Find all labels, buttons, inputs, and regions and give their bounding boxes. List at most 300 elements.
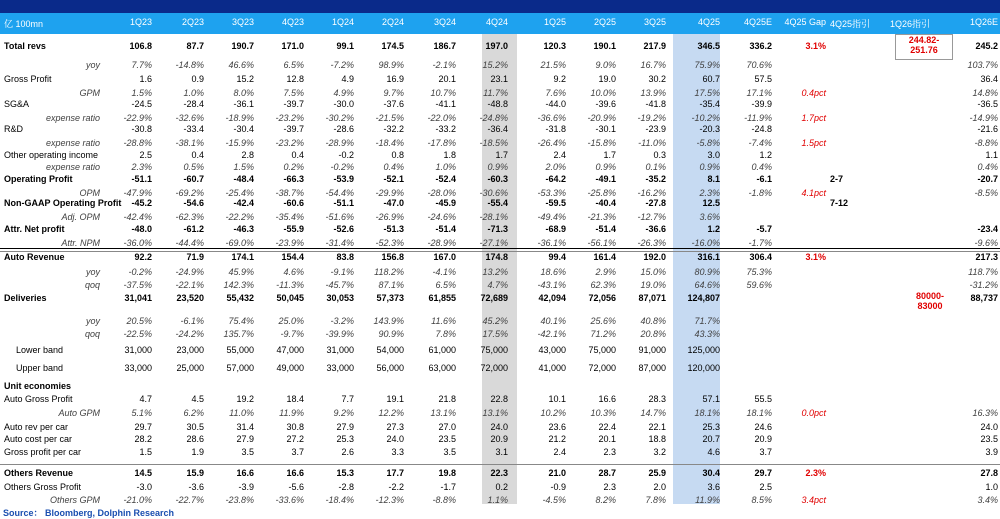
table-cell: 20.7 [702,434,720,444]
table-cell: -30.8 [131,124,152,134]
table-cell: 11.7% [483,88,508,98]
table-cell: -20.9% [587,113,616,123]
table-cell: -60.6 [283,198,304,208]
table-cell: 31,041 [124,293,152,303]
table-cell: 16.9 [386,74,404,84]
table-cell: 1.0 [985,482,998,492]
table-cell: -23.9% [275,238,304,248]
table-cell: -41.8 [645,99,666,109]
table-row [0,433,1000,447]
table-cell: 30.4 [702,468,720,478]
row-label: R&D [4,124,24,134]
table-cell: 16.3% [972,408,998,418]
table-cell: 33,000 [124,363,152,373]
table-cell: 4.9 [341,74,354,84]
table-cell: -28.8% [123,138,152,148]
table-cell: -30.0 [333,99,354,109]
table-cell: 0.4 [291,150,304,160]
table-cell: 120,000 [687,363,720,373]
table-cell: 30.8 [286,422,304,432]
table-cell: 17.1% [746,88,772,98]
table-cell: -36.4 [487,124,508,134]
table-cell: 135.7% [223,329,254,339]
table-cell: -21.5% [375,113,404,123]
column-header: 3Q24 [433,17,456,27]
table-cell: -35.4% [275,212,304,222]
table-cell: 8.0% [233,88,254,98]
table-cell: 13.1% [482,408,508,418]
table-cell: -44.0 [545,99,566,109]
table-cell: -36.6 [645,224,666,234]
table-cell: 40.1% [540,316,566,326]
table-cell: 99.4 [548,252,566,262]
table-cell: -51.4 [595,224,616,234]
table-cell: -32.6% [175,113,204,123]
table-cell: 10.0% [590,88,616,98]
table-cell: 87.7 [186,41,204,51]
table-cell: -37.5% [123,280,152,290]
table-cell: -18.4% [375,138,404,148]
table-row [0,380,1000,394]
row-label: qoq [84,280,100,290]
table-cell: -22.7% [175,495,204,505]
table-cell: 2.5 [139,150,152,160]
table-cell: 27.9 [336,422,354,432]
table-cell: -1.8% [748,188,772,198]
table-cell: -51.1 [131,174,152,184]
table-cell: 27.0 [438,422,456,432]
table-row [0,197,1000,211]
table-cell: 4.6% [283,267,304,277]
table-cell: 15.9 [186,468,204,478]
table-cell: -16.2% [637,188,666,198]
table-cell: -1.7% [748,238,772,248]
table-cell: 7.7 [341,394,354,404]
row-label: yoy [85,60,100,70]
table-cell: 24.0 [490,422,508,432]
table-cell: 11.6% [431,316,456,326]
table-cell: 0.1% [645,162,666,172]
row-label: qoq [84,329,100,339]
table-cell: -23.4 [977,224,998,234]
table-cell: -5.6 [288,482,304,492]
table-cell: 19.0 [598,74,616,84]
table-cell: -46.3 [233,224,254,234]
table-cell: 3.0 [707,150,720,160]
table-cell: 31,000 [124,345,152,355]
table-cell: 11.0% [229,408,254,418]
row-label: Auto Gross Profit [4,394,73,404]
table-cell: 18.6% [540,267,566,277]
table-cell: 4.6 [707,447,720,457]
table-cell: 71.2% [590,329,616,339]
row-label: expense ratio [45,138,100,148]
table-cell: -48.4 [233,174,254,184]
table-cell: -27.1% [479,238,508,248]
table-cell: 25.3 [702,422,720,432]
table-cell: 7.5% [283,88,304,98]
table-cell: -33.6% [275,495,304,505]
table-cell: 25.0% [278,316,304,326]
table-cell: 22.1 [648,422,666,432]
table-cell: -45.9 [435,198,456,208]
row-label: Deliveries [4,293,47,303]
row-label: Others Revenue [4,468,74,478]
table-cell: -37.6 [383,99,404,109]
table-cell: -9.6% [974,238,998,248]
table-cell: -2.8 [338,482,354,492]
table-cell: 3.2 [653,447,666,457]
table-cell: 25.3 [336,434,354,444]
table-cell: 80.9% [694,267,720,277]
table-cell: 7.8% [645,495,666,505]
table-cell: 92.2 [134,252,152,262]
table-cell: 245.2 [975,41,998,51]
column-header: 1Q25 [543,17,566,27]
table-row [0,467,1000,481]
table-cell: 14.8% [972,88,998,98]
table-cell: 45.2% [482,316,508,326]
table-cell: 36.4 [980,74,998,84]
table-cell: -60.7 [183,174,204,184]
table-cell: 13.1% [430,408,456,418]
table-cell: 62.3% [590,280,616,290]
row-label: Gross Profit [4,74,52,84]
table-cell: -39.9 [751,99,772,109]
table-cell: 1.2 [707,224,720,234]
table-cell: 24.0 [980,422,998,432]
table-cell: -22.9% [123,113,152,123]
table-cell: 2-7 [830,174,844,184]
table-cell: -0.2% [330,162,354,172]
table-row [0,407,1000,421]
table-cell: -20.7 [977,174,998,184]
table-cell: -16.0% [691,238,720,248]
table-row [0,362,1000,376]
column-header: 1Q26E [969,17,998,27]
table-cell: 120.3 [543,41,566,51]
table-cell: 57,373 [376,293,404,303]
table-cell: 12.2% [378,408,404,418]
table-row [0,40,1000,54]
table-cell: 30.2 [648,74,666,84]
table-cell: 41,000 [538,363,566,373]
table-cell: -28.6 [333,124,354,134]
table-cell: -6.1 [756,174,772,184]
table-cell: 16.6 [598,394,616,404]
table-cell: 16.6 [236,468,254,478]
table-cell: 2.6 [341,447,354,457]
table-cell: -36.1 [233,99,254,109]
table-cell: -24.8% [479,113,508,123]
table-cell: -24.9% [175,267,204,277]
table-cell: 2.5 [759,482,772,492]
table-cell: 75,000 [588,345,616,355]
table-cell: -48.8 [487,99,508,109]
table-cell: 0.9% [595,162,616,172]
table-cell: 1.6 [139,74,152,84]
table-cell: -27.8 [645,198,666,208]
table-cell: 87.1% [378,280,404,290]
table-cell: -14.9% [969,113,998,123]
table-cell: 71.9 [186,252,204,262]
table-cell: 72,000 [588,363,616,373]
row-label: Auto Revenue [4,252,65,262]
table-cell: 19.2 [236,394,254,404]
table-cell: -26.4% [537,138,566,148]
row-label: Auto GPM [58,408,100,418]
table-cell: -45.2 [131,198,152,208]
table-cell: 0.2 [495,482,508,492]
table-cell: 4.7 [139,394,152,404]
table-cell: 3.3 [391,447,404,457]
table-cell: -30.1 [595,124,616,134]
table-cell: 1.1% [487,495,508,505]
column-header: 4Q25 Gap [784,17,826,27]
table-cell: 17.5% [694,88,720,98]
table-cell: 7.8% [435,329,456,339]
table-cell: -18.9% [225,113,254,123]
table-cell: 72,689 [480,293,508,303]
table-cell: -4.5% [542,495,566,505]
column-header: 1Q24 [331,17,354,27]
table-cell: 30.5 [186,422,204,432]
table-cell: 3.4% [977,495,998,505]
table-cell: -49.4% [537,212,566,222]
row-label: GPM [79,88,100,98]
table-cell: -62.3% [175,212,204,222]
table-cell: 167.0 [433,252,456,262]
column-header: 4Q24 [485,17,508,27]
table-cell: -54.4% [325,188,354,198]
table-cell: 88,737 [970,293,998,303]
table-cell: 118.7% [968,267,998,277]
row-label: Auto cost per car [4,434,73,444]
table-cell: -22.5% [123,329,152,339]
table-cell: 8.2% [595,495,616,505]
table-cell: -33.4 [183,124,204,134]
table-cell: 4.1pct [801,188,826,198]
table-cell: 15.0% [640,267,666,277]
table-cell: 63,000 [428,363,456,373]
table-cell: -35.4 [699,99,720,109]
table-cell: -42.4% [123,212,152,222]
table-cell: -51.4 [435,224,456,234]
table-cell: 61,000 [428,345,456,355]
table-cell: 57,000 [226,363,254,373]
table-cell: 55,000 [226,345,254,355]
table-cell: -22.2% [225,212,254,222]
table-cell: 23.6 [548,422,566,432]
row-label: Adj. OPM [61,212,100,222]
table-cell: 46.6% [228,60,254,70]
table-cell: 190.1 [593,41,616,51]
table-cell: -60.3 [487,174,508,184]
table-cell: -49.1 [595,174,616,184]
table-cell: -36.5 [977,99,998,109]
table-cell: 72,056 [588,293,616,303]
table-cell: 90.9% [378,329,404,339]
table-cell: 42,094 [538,293,566,303]
table-cell: 9.2 [553,74,566,84]
table-cell: 192.0 [643,252,666,262]
table-row [0,481,1000,495]
table-cell: 142.3% [223,280,254,290]
table-cell: -4.1% [432,267,456,277]
table-cell: -8.8% [432,495,456,505]
column-header: 3Q23 [231,17,254,27]
table-cell: 161.4 [593,252,616,262]
row-separator [0,248,1000,249]
table-cell: 47,000 [276,345,304,355]
table-cell: 23,520 [176,293,204,303]
table-cell: -21.3% [587,212,616,222]
table-cell: -26.3% [637,238,666,248]
table-cell: 6.5% [283,60,304,70]
table-cell: -35.2 [645,174,666,184]
table-cell: 7-12 [830,198,849,208]
table-cell: -59.5 [545,198,566,208]
table-cell: 2.3% [131,162,152,172]
table-cell: 124,807 [687,293,720,303]
table-cell: 18.8 [648,434,666,444]
table-cell: 3.1% [805,252,826,262]
table-cell: 28.7 [598,468,616,478]
table-cell: -14.8% [175,60,204,70]
table-cell: 0.5% [183,162,204,172]
table-cell: -3.6 [188,482,204,492]
table-cell: -18.4% [325,495,354,505]
deliveries-guidance-low: 80000- [915,291,945,301]
table-cell: 0.9% [487,162,508,172]
table-cell: -3.0 [136,482,152,492]
table-cell: 336.2 [749,41,772,51]
table-row [0,266,1000,280]
table-cell: 106.8 [129,41,152,51]
table-row [0,328,1000,342]
table-cell: 27.2 [286,434,304,444]
table-cell: -71.3 [487,224,508,234]
table-cell: -19.2% [637,113,666,123]
table-cell: 9.0% [595,60,616,70]
table-cell: 7.7% [131,60,152,70]
table-cell: 50,045 [276,293,304,303]
table-cell: -21.6 [977,124,998,134]
table-cell: 0.4% [977,162,998,172]
table-cell: 13.9% [640,88,666,98]
table-cell: -11.3% [276,280,304,290]
deliveries-guidance-high: 83000 [917,301,943,311]
table-header [0,13,1000,34]
table-cell: 20.9 [490,434,508,444]
table-cell: 217.3 [975,252,998,262]
table-cell: 3.1 [495,447,508,457]
table-cell: 1.0% [183,88,204,98]
table-cell: 2.8 [241,150,254,160]
table-cell: 4.5 [191,394,204,404]
table-cell: 8.1 [707,174,720,184]
table-cell: -52.4 [435,174,456,184]
table-cell: -30.2% [325,113,354,123]
table-row [0,315,1000,329]
table-cell: -32.2 [383,124,404,134]
table-cell: -18.5% [479,138,508,148]
row-separator [0,251,1000,252]
table-cell: 1.5pct [801,138,826,148]
table-cell: 18.1% [746,408,772,418]
table-cell: 1.1 [985,150,998,160]
table-cell: 25.6% [590,316,616,326]
table-cell: -3.2% [330,316,354,326]
table-cell: -23.2% [275,138,304,148]
table-cell: 346.5 [697,41,720,51]
row-label: Attr. Net profit [4,224,65,234]
revenue-guidance [896,35,952,55]
table-cell: -55.4 [487,198,508,208]
table-cell: -21.0% [123,495,152,505]
table-cell: 23,000 [176,345,204,355]
table-cell: 19.8 [438,468,456,478]
table-cell: -48.0 [131,224,152,234]
row-label: SG&A [4,99,30,109]
table-cell: -0.9 [550,482,566,492]
table-cell: -68.9 [545,224,566,234]
table-cell: 12.8 [286,74,304,84]
table-cell: 22.8 [490,394,508,404]
table-cell: -55.9 [283,224,304,234]
table-cell: 28.3 [648,394,666,404]
table-cell: -39.7 [283,99,304,109]
table-cell: -41.1 [435,99,456,109]
table-cell: 20.9 [754,434,772,444]
row-label: Attr. NPM [61,238,100,248]
table-cell: 28.6 [186,434,204,444]
table-cell: 2.4 [553,150,566,160]
row-label: Other operating income [4,150,99,160]
table-cell: 75,000 [480,345,508,355]
table-cell: 0.9% [699,162,720,172]
table-cell: 2.9% [595,267,616,277]
table-cell: 17.5% [482,329,508,339]
table-row [0,123,1000,137]
table-cell: 1.5% [131,88,152,98]
table-cell: 20.1 [598,434,616,444]
table-cell: 1.5% [233,162,254,172]
table-cell: 19.0% [640,280,666,290]
table-row [0,279,1000,293]
table-cell: 87,071 [638,293,666,303]
table-cell: 3.6% [699,212,720,222]
table-cell: 43,000 [538,345,566,355]
row-label: Unit economies [4,381,72,391]
table-cell: 16.7% [640,60,666,70]
table-cell: 33,000 [326,363,354,373]
table-cell: 3.5 [443,447,456,457]
table-row [0,59,1000,73]
table-cell: 10.3% [590,408,616,418]
row-label: Auto rev per car [4,422,69,432]
table-cell: -43.1% [537,280,566,290]
table-cell: 10.1 [548,394,566,404]
table-cell: -38.7% [275,188,304,198]
table-cell: -28.1% [479,212,508,222]
table-cell: 4.9% [333,88,354,98]
table-row [0,251,1000,265]
table-cell: 71.7% [694,316,720,326]
table-cell: -2.1% [432,60,456,70]
table-cell: 21.2 [548,434,566,444]
table-cell: -8.5% [974,188,998,198]
